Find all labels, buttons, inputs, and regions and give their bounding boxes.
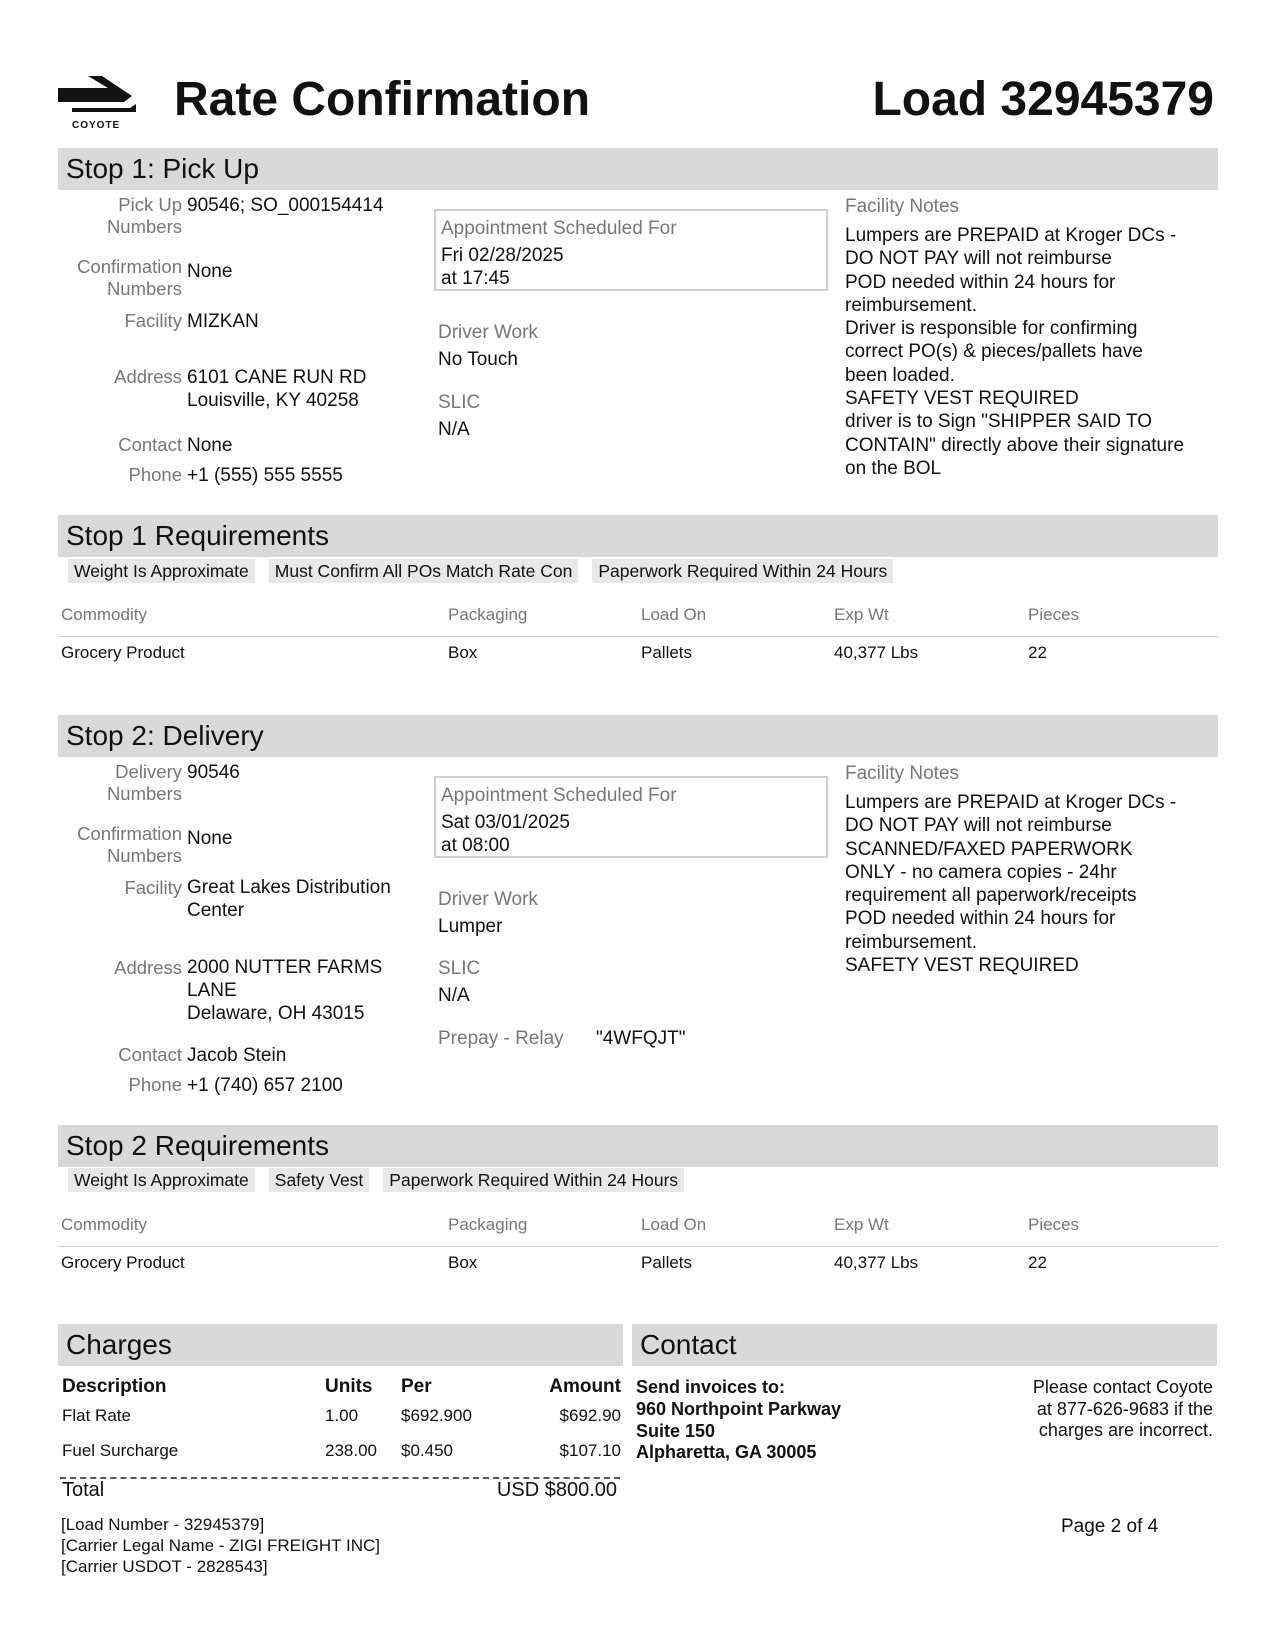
stop1-address-label: Address	[114, 366, 182, 387]
charge-units: 238.00	[325, 1441, 377, 1460]
stop2-prepay-label: Prepay - Relay	[438, 1028, 564, 1049]
page-number: Page 2 of 4	[1061, 1516, 1159, 1537]
td-pieces: 22	[1028, 643, 1047, 662]
stop2-phone: +1 (740) 657 2100	[187, 1075, 343, 1096]
stop1-appt-date: Fri 02/28/2025	[441, 245, 564, 266]
stop2-phone-label: Phone	[128, 1074, 182, 1095]
td-exp-wt: 40,377 Lbs	[834, 1253, 919, 1272]
stop2-contact: Jacob Stein	[187, 1045, 287, 1066]
stop2-address-label: Address	[114, 957, 182, 978]
stop1-slic-label: SLIC	[438, 392, 481, 413]
th-exp-wt: Exp Wt	[834, 605, 889, 624]
charge-per: $0.450	[401, 1441, 453, 1460]
coyote-logo	[58, 74, 138, 134]
stop1-confirm: None	[187, 261, 233, 282]
td-commodity: Grocery Product	[61, 1253, 185, 1272]
charges-total: USD $800.00	[496, 1479, 617, 1501]
td-pieces: 22	[1028, 1253, 1047, 1272]
stop2-slic: N/A	[438, 985, 470, 1006]
stop2-numbers: 90546	[187, 762, 240, 783]
stop2-slic-label: SLIC	[438, 958, 481, 979]
td-packaging: Box	[448, 1253, 478, 1272]
stop2-facility: Great Lakes Distribution Center	[187, 877, 391, 921]
stop2-appt-time: at 08:00	[441, 835, 510, 856]
stop2-section-bar: Stop 2: Delivery	[58, 715, 1218, 757]
table-divider	[58, 636, 1218, 637]
stop2-appointment-box	[434, 776, 828, 858]
req-chip: Paperwork Required Within 24 Hours	[592, 559, 893, 583]
td-load-on: Pallets	[641, 1253, 693, 1272]
stop1-driver-work-label: Driver Work	[438, 322, 538, 343]
invoice-address: 960 Northpoint Parkway Suite 150 Alpharetta, GA 30005	[636, 1399, 842, 1462]
charges-th-per: Per	[401, 1376, 432, 1397]
req-chip: Weight Is Approximate	[68, 1168, 255, 1192]
stop2-confirm: None	[187, 828, 233, 849]
charge-amount: $692.90	[559, 1406, 621, 1425]
stop1-confirm-label: Confirmation Numbers	[77, 256, 182, 299]
stop1-contact-label: Contact	[118, 434, 182, 455]
page-title: Rate Confirmation	[174, 73, 591, 126]
coyote-logo-icon	[58, 74, 138, 122]
stop1-phone-label: Phone	[128, 464, 182, 485]
stop1-driver-work: No Touch	[438, 349, 518, 370]
td-packaging: Box	[448, 643, 478, 662]
stop1-numbers: 90546; SO_000154414	[187, 195, 384, 216]
th-exp-wt: Exp Wt	[834, 1215, 889, 1234]
charges-total-label: Total	[62, 1479, 105, 1501]
invoice-label: Send invoices to:	[636, 1377, 786, 1397]
logo-wordmark: COYOTE	[72, 120, 121, 131]
th-pieces: Pieces	[1028, 605, 1080, 624]
contact-note: Please contact Coyote at 877-626-9683 if the charges are incorrect.	[1032, 1377, 1213, 1440]
stop1-req-chips	[68, 559, 893, 583]
th-load-on: Load On	[641, 605, 707, 624]
stop1-appointment-box	[434, 209, 828, 291]
req-chip: Paperwork Required Within 24 Hours	[383, 1168, 684, 1192]
stop2-prepay: "4WFQJT"	[596, 1028, 686, 1049]
stop2-confirm-label: Confirmation Numbers	[77, 823, 182, 866]
stop2-appt-label: Appointment Scheduled For	[441, 785, 677, 806]
stop1-req-bar: Stop 1 Requirements	[58, 515, 1218, 557]
charge-amount: $107.10	[559, 1441, 621, 1460]
stop2-facility-notes: Lumpers are PREPAID at Kroger DCs - DO NOT PAY will not reimburse SCANNED/FAXED PAPERWORK ONLY - no camera copies - 24hr requirement all paperwork/receipts POD needed within 24 hours for reimbursement. SAFETY VEST REQUIRED	[845, 792, 1177, 977]
stop2-address: 2000 NUTTER FARMS LANE Delaware, OH 43015	[187, 957, 383, 1024]
th-pieces: Pieces	[1028, 1215, 1080, 1234]
stop2-numbers-label: Delivery Numbers	[106, 761, 182, 804]
td-load-on: Pallets	[641, 643, 693, 662]
stop1-phone: +1 (555) 555 5555	[187, 465, 343, 486]
stop1-numbers-label: Pick Up Numbers	[106, 194, 182, 237]
load-number-title: Load 32945379	[872, 73, 1214, 126]
charges-th-description: Description	[62, 1376, 167, 1397]
td-exp-wt: 40,377 Lbs	[834, 643, 919, 662]
stop1-facility-label: Facility	[124, 310, 182, 331]
stop1-contact: None	[187, 435, 233, 456]
stop2-req-chips	[68, 1168, 684, 1192]
th-commodity: Commodity	[61, 1215, 147, 1234]
charges-th-units: Units	[325, 1376, 373, 1397]
req-chip: Weight Is Approximate	[68, 559, 255, 583]
th-packaging: Packaging	[448, 1215, 528, 1234]
stop2-notes-label: Facility Notes	[845, 763, 960, 784]
stop1-appt-time: at 17:45	[441, 268, 510, 289]
charges-bar: Charges	[58, 1324, 623, 1366]
stop2-req-bar: Stop 2 Requirements	[58, 1125, 1218, 1167]
charge-per: $692.900	[401, 1406, 472, 1425]
stop1-facility: MIZKAN	[187, 311, 259, 332]
charges-th-amount: Amount	[549, 1376, 621, 1397]
charge-units: 1.00	[325, 1406, 359, 1425]
table-divider	[58, 1246, 1218, 1247]
stop1-address: 6101 CANE RUN RD Louisville, KY 40258	[187, 367, 367, 411]
stop2-driver-work: Lumper	[438, 916, 503, 937]
req-chip: Safety Vest	[269, 1168, 370, 1192]
stop1-facility-notes: Lumpers are PREPAID at Kroger DCs - DO NOT PAY will not reimburse POD needed within 24 hours for reimbursement. Driver is responsible for confirming correct PO(s) & pieces/pallets have been loaded. SAFETY VEST REQUIRED driver is to Sign "SHIPPER SAID TO CONTAIN" directly above their signature on the BOL	[845, 225, 1185, 479]
charge-desc: Fuel Surcharge	[62, 1441, 179, 1460]
td-commodity: Grocery Product	[61, 643, 185, 662]
th-packaging: Packaging	[448, 605, 528, 624]
th-load-on: Load On	[641, 1215, 707, 1234]
stop1-slic: N/A	[438, 419, 470, 440]
stop1-section-bar: Stop 1: Pick Up	[58, 148, 1218, 190]
stop2-driver-work-label: Driver Work	[438, 889, 538, 910]
req-chip: Must Confirm All POs Match Rate Con	[269, 559, 579, 583]
stop1-notes-label: Facility Notes	[845, 196, 960, 217]
stop2-appt-date: Sat 03/01/2025	[441, 812, 570, 833]
stop2-facility-label: Facility	[124, 877, 182, 898]
stop1-appt-label: Appointment Scheduled For	[441, 218, 677, 239]
charge-desc: Flat Rate	[62, 1406, 131, 1425]
stop2-contact-label: Contact	[118, 1044, 182, 1065]
th-commodity: Commodity	[61, 605, 147, 624]
contact-bar: Contact	[632, 1324, 1217, 1366]
footer-carrier-info: [Load Number - 32945379] [Carrier Legal Name - ZIGI FREIGHT INC] [Carrier USDOT - 2828543]	[61, 1515, 380, 1576]
